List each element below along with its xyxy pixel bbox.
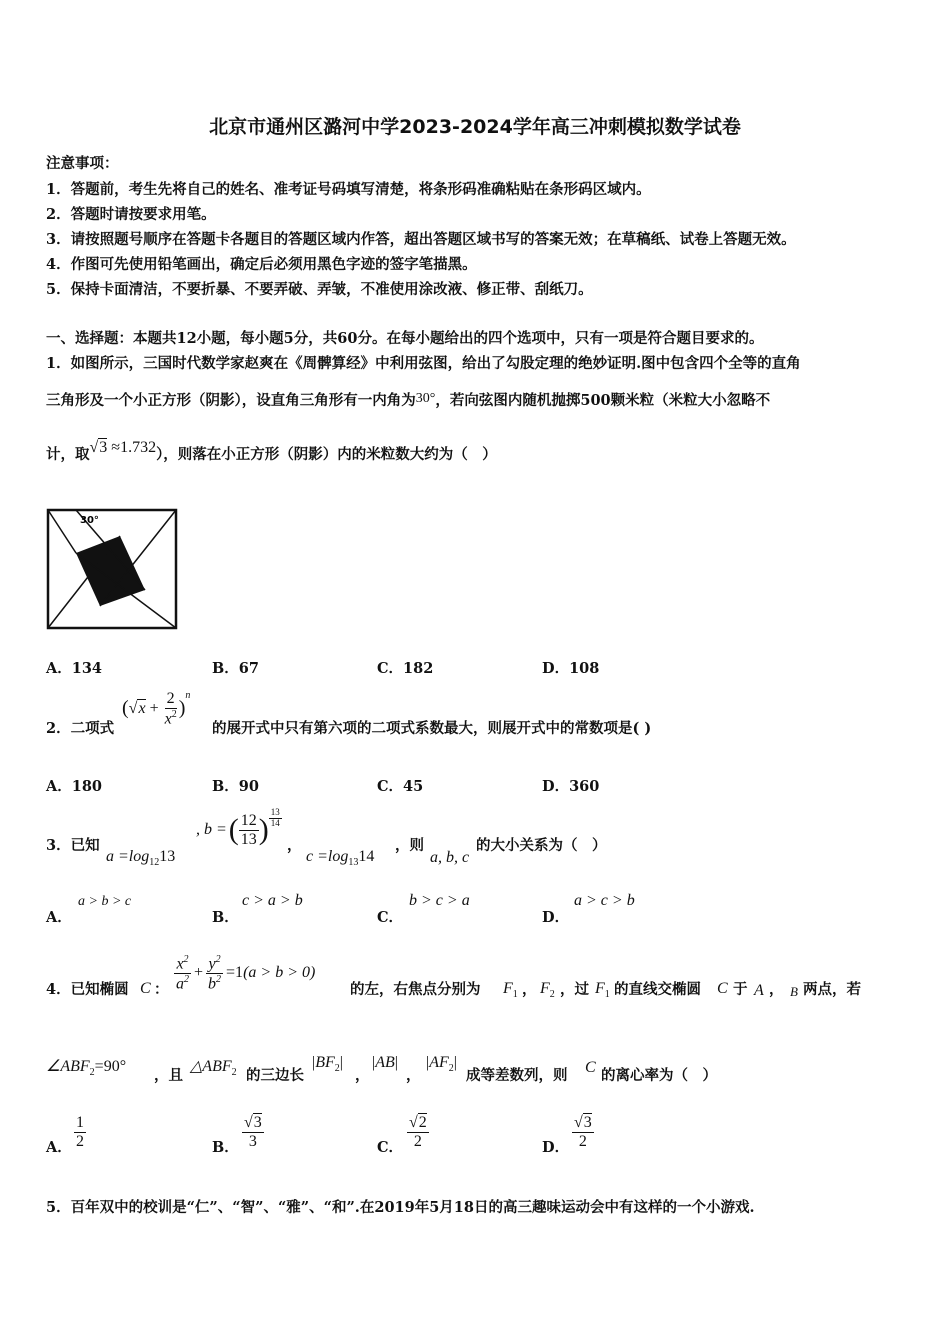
q1-line1: 1．如图所示，三国时代数学家赵爽在《周髀算经》中利用弦图，给出了勾股定理的绝妙证明.图中包含四个全等的直角 (46, 355, 801, 372)
y-term (206, 954, 222, 974)
q4-text: 两点，若 (803, 981, 861, 998)
exp-numerator: 13 (270, 807, 280, 817)
option-b-fraction (242, 1114, 264, 1150)
subscript: 2 (231, 1067, 237, 1079)
notice-item: 4．作图可先使用铅笔画出，确定后必须用黑色字迹的签字笔描黑。 (46, 256, 477, 273)
option-b-label: B． (212, 1139, 239, 1156)
power-n: n (185, 690, 191, 701)
numerator: 2 (166, 690, 175, 707)
subscript: 2 (89, 1067, 95, 1079)
c-expression (306, 846, 374, 868)
abs-bar: | (394, 1054, 398, 1071)
paren-close: ) (178, 697, 186, 720)
notice-item: 1．答题前，考生先将自己的姓名、准考证号码填写清楚，将条形码准确粘贴在条形码区域内。 (46, 181, 651, 198)
ellipse-c: C (140, 980, 151, 997)
paren-open: ( (122, 697, 129, 720)
denominator: 2 (413, 1132, 422, 1150)
x-term (174, 954, 190, 974)
a-var: a (176, 975, 184, 993)
y-fraction (206, 954, 223, 993)
b-fraction (239, 812, 259, 848)
option-c-fraction (407, 1114, 429, 1150)
plus-sign: + (149, 699, 159, 717)
option-c-expr: b > c > a (409, 892, 470, 909)
q1-angle: 30° (415, 391, 436, 406)
q1-text: 计，取 (46, 446, 90, 463)
plus-sign: + (194, 964, 204, 982)
q4-prefix: 4．已知椭圆 (46, 981, 129, 998)
colon: ： (154, 981, 169, 998)
point-a: A (754, 982, 764, 999)
x-fraction (174, 954, 191, 993)
subscript: 2 (334, 1063, 340, 1075)
paren-open: ( (228, 813, 239, 847)
radicand: 3 (583, 1114, 592, 1131)
b-denominator: 13 (240, 830, 257, 848)
denominator: 3 (248, 1132, 257, 1150)
angle-expr: ∠ABF (46, 1058, 90, 1075)
option-d: D．108 (542, 660, 600, 677)
radicand: 2 (418, 1114, 427, 1131)
q3-suffix: 的大小关系为（ ） (476, 837, 607, 854)
notice-item: 3．请按照题号顺序在答题卡各题目的答题区域内作答，超出答题区域书写的答案无效；在草稿纸、试卷上答题无效。 (46, 231, 796, 248)
side-expr: BF (315, 1054, 335, 1071)
b-expression (196, 807, 282, 848)
q4-text: ，且 (154, 1067, 183, 1084)
option-a-label: A． (46, 909, 72, 926)
side-expr: AF (429, 1054, 449, 1071)
comma: ， (406, 1067, 421, 1084)
option-b: B．67 (212, 660, 259, 677)
exp: 2 (215, 954, 221, 965)
a-value: 13 (159, 848, 176, 865)
q2-suffix: 的展开式中只有第六项的二项式系数最大，则展开式中的常数项是( ) (212, 720, 652, 737)
q4-text: 的离心率为（ ） (601, 1067, 717, 1084)
c-base: 13 (348, 857, 359, 869)
radicand: 3 (253, 1114, 262, 1131)
point-b: B (790, 984, 798, 999)
binomial-expr (122, 690, 190, 728)
a-term (174, 974, 191, 993)
denominator: 2 (578, 1132, 587, 1150)
approx-value: ≈1.732 (111, 439, 157, 456)
f1-symbol (503, 978, 518, 1000)
q4-text: 于 (733, 981, 748, 998)
abs-bar: | (453, 1054, 457, 1071)
side-ab (372, 1052, 398, 1072)
sqrt-radicand: 3 (99, 439, 108, 456)
angle-label: 30° (80, 515, 99, 526)
subscript: 2 (549, 989, 555, 1001)
subscript: 1 (512, 989, 518, 1001)
y-var: y (208, 955, 216, 973)
f1-var: F (595, 980, 605, 997)
b-var: b (208, 975, 217, 993)
side-expr: AB (375, 1054, 395, 1071)
abs-bar: | (372, 1054, 376, 1071)
side-af2 (426, 1052, 457, 1074)
q5-line1: 5．百年双中的校训是“仁”、“智”、“雅”、“和”.在2019年5月18日的高三趣味运动会中有这样的一个小游戏. (46, 1199, 755, 1216)
angle-value: =90° (94, 1058, 127, 1075)
ellipse-c: C (717, 980, 728, 997)
ellipse-c: C (585, 1059, 596, 1076)
option-b-expr: c > a > b (242, 892, 303, 909)
f2-var: F (540, 980, 550, 997)
triangle-expr: △ABF (190, 1058, 232, 1075)
subscript: 2 (448, 1063, 454, 1075)
f1-var: F (503, 980, 513, 997)
comma: ， (355, 1067, 370, 1084)
q4-text: 成等差数列，则 (466, 1067, 568, 1084)
q1-text: ，若向弦图内随机抛掷500颗米粒（米粒大小忽略不 (435, 392, 771, 409)
option-d: D．360 (542, 778, 600, 795)
option-c: C．182 (377, 660, 434, 677)
denominator-var: x (164, 709, 172, 727)
c-log: c =log (306, 848, 349, 865)
numerator: 1 (76, 1114, 84, 1131)
q4-text: 的直线交椭圆 (614, 981, 701, 998)
comma: ， (769, 981, 784, 998)
option-a: A．134 (46, 660, 103, 677)
option-b: B．90 (212, 778, 259, 795)
q1-text: 三角形及一个小正方形（阴影），设直角三角形有一内角为 (46, 392, 416, 409)
equals-one: =1 (226, 964, 244, 982)
paren-close: ) (258, 813, 269, 847)
q1-line2 (46, 389, 770, 410)
denominator: 2 (76, 1132, 84, 1150)
subscript: 1 (604, 989, 610, 1001)
sqrt-expr: √3 ≈1.732 (89, 439, 157, 456)
exp: 2 (184, 973, 189, 985)
numerator: √3 (574, 1114, 592, 1131)
q2-prefix: 2．二项式 (46, 720, 115, 737)
option-a-expr: a > b > c (78, 894, 132, 909)
a-expression (106, 846, 175, 868)
abs-bar: | (339, 1054, 343, 1071)
f1-symbol (595, 978, 610, 1000)
option-c: C．45 (377, 778, 424, 795)
option-c-label: C． (377, 909, 404, 926)
abs-bar: | (426, 1054, 430, 1071)
notice-item: 5．保持卡面清洁，不要折暴、不要弄破、弄皱，不准使用涂改液、修正带、刮纸刀。 (46, 281, 593, 298)
q3-vars: a, b, c (430, 849, 470, 866)
q3-mid: ，则 (395, 837, 424, 854)
comma: ， (522, 981, 537, 998)
notice-heading: 注意事项： (46, 155, 119, 172)
triangle-symbol (190, 1056, 237, 1078)
a-log: a =log (106, 848, 150, 865)
q3-prefix: 3．已知 (46, 837, 100, 854)
q4-text: ，过 (560, 981, 589, 998)
q4-text: 的三边长 (246, 1067, 304, 1084)
a-base: 12 (149, 857, 160, 869)
option-d-fraction (572, 1114, 594, 1150)
denominator (163, 709, 179, 728)
exponent: 2 (171, 708, 177, 720)
side-bf2 (312, 1052, 343, 1074)
option-b-label: B． (212, 909, 239, 926)
option-d-expr: a > c > b (574, 892, 635, 909)
sqrt-x: √x (128, 699, 146, 717)
option-a-label: A． (46, 1139, 72, 1156)
fraction (163, 690, 179, 728)
ellipse-equation (174, 954, 315, 993)
exp: 2 (183, 954, 189, 965)
numerator: √2 (409, 1114, 427, 1131)
angle-condition (46, 1056, 126, 1078)
b-lead: , b = (196, 821, 227, 839)
abs-bar: | (312, 1054, 316, 1071)
b-exponent (269, 808, 282, 829)
page-title: 北京市通州区潞河中学2023-2024学年高三冲刺模拟数学试卷 (209, 116, 741, 138)
exp: 2 (216, 973, 222, 985)
option-a-fraction (74, 1114, 86, 1150)
q4-text: 的左，右焦点分别为 (350, 981, 481, 998)
option-d-label: D． (542, 909, 570, 926)
b-numerator: 12 (240, 812, 257, 829)
condition: (a > b > 0) (243, 964, 316, 982)
radicand-x: x (138, 699, 146, 717)
q1-line3 (46, 439, 497, 464)
f2-symbol (540, 978, 555, 1000)
option-c-label: C． (377, 1139, 404, 1156)
option-d-label: D． (542, 1139, 570, 1156)
x-var: x (176, 955, 184, 973)
notice-item: 2．答题时请按要求用笔。 (46, 206, 216, 223)
section-heading: 一、选择题：本题共12小题，每小题5分，共60分。在每小题给出的四个选项中，只有一项是符合题目要求的。 (46, 330, 764, 347)
exp-denominator: 14 (270, 817, 280, 828)
zhao-shuang-diagram (44, 506, 180, 632)
b-term (206, 974, 223, 993)
numerator: √3 (244, 1114, 262, 1131)
comma: ， (287, 837, 302, 854)
option-a: A．180 (46, 778, 103, 795)
q1-text: ），则落在小正方形（阴影）内的米粒数大约为（ ） (156, 446, 497, 463)
c-value: 14 (358, 848, 375, 865)
